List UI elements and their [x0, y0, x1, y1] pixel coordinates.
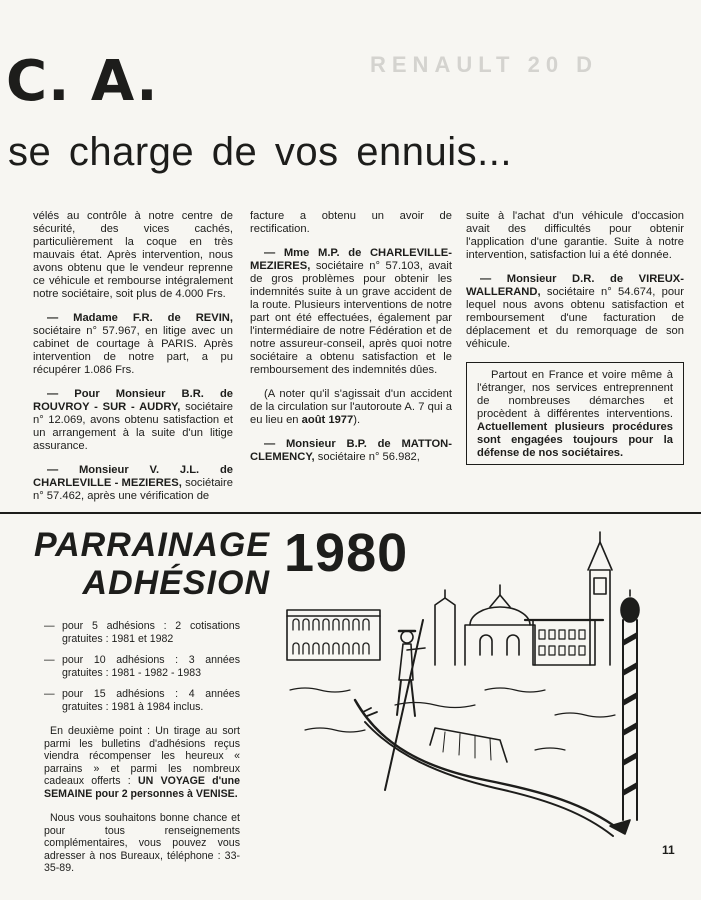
year-heading: 1980: [284, 523, 409, 583]
case-paragraph: [33, 388, 233, 453]
offer-text: pour 10 adhésions : 3 années gratuites : 1981 - 1982 - 1983: [62, 654, 240, 679]
paragraph: vélés au contrôle à notre centre de sécurité, des vices cachés, particulièrement la coque en très mauvais état. Après intervention, nous avons obtenu que le vendeur reprenne ce véhicule et rembourse intégralement notre sociétaire, soit plus de 4.000 Frs.: [33, 210, 233, 300]
case-paragraph: [33, 312, 233, 377]
case-text: sociétaire n° 54.674, pour lequel nous avons obtenu satisfaction et remboursement d'une facturation de déplacement et du remorquage de son véhicule.: [466, 286, 684, 350]
box-text: Partout en France et voire même à l'étranger, nos services entreprennent de nombreuses démarches et procèdent à différentes interventions.: [477, 369, 673, 420]
case-text: sociétaire n° 57.462, après une vérification de: [33, 477, 233, 502]
note-text: (A noter qu'il s'agissait d'un accident de la circulation sur l'autoroute A. 7 qui a eu lieu en: [250, 388, 452, 426]
venice-gondola-illustration: [285, 530, 675, 860]
note-close: ).: [353, 414, 361, 426]
case-text: sociétaire n° 12.069, avons obtenu satisfaction et un arrangement à la suite d'un litige assurance.: [33, 401, 233, 452]
section-divider: [0, 512, 701, 514]
highlight-box: [466, 362, 684, 465]
case-paragraph: [250, 438, 452, 464]
article-column-1: [33, 210, 233, 514]
dash-bullet: —: [44, 620, 55, 632]
draw-paragraph: [44, 725, 240, 800]
case-paragraph: [250, 247, 452, 377]
parrainage-title: [8, 526, 270, 602]
case-text: sociétaire n° 57.103, avait de gros problèmes pour obtenir les indemnités suite à un grave accident de la route. Plusieurs interventions de notre part ont été effectuées, également par l'intermédiaire de notre Fédération et de notre assureur-conseil, après quoi notre sociétaire a obtenu satisfaction et le remboursement des indemnités dûes.: [250, 260, 452, 376]
member-name: — Mme M.P. de CHARLEVILLE-MEZIERES,: [250, 247, 452, 272]
offer-text: pour 15 adhésions : 4 années gratuites : 1981 à 1984 inclus.: [62, 688, 240, 713]
article-column-3: [466, 210, 684, 465]
draw-prize: UN VOYAGE d'une SEMAINE pour 2 personnes à VENISE.: [44, 775, 241, 800]
dash-bullet: —: [44, 688, 55, 700]
article-column-2: [250, 210, 452, 475]
offer-item: [44, 654, 240, 679]
note-paragraph: [250, 388, 452, 427]
title-line-1: PARRAINAGE: [33, 526, 270, 564]
page-number: 11: [662, 843, 675, 857]
ca-logo: C. A.: [6, 49, 159, 114]
draw-text: En deuxième point : Un tirage au sort parmi les bulletins d'adhésions reçus viendra récompenser les heureux « parrains » et parmi les nombreux cadeaux offerts :: [44, 725, 240, 787]
member-name: — Madame F.R. de REVIN,: [47, 312, 233, 324]
page-tagline: se charge de vos ennuis...: [8, 130, 512, 174]
case-text: sociétaire n° 57.967, en litige avec un cabinet de courtage à PARIS. Après intervention de notre part, a pu récupérer 1.086 Frs.: [33, 325, 233, 376]
show-through-watermark: RENAULT 20 D: [370, 52, 599, 77]
member-name: — Pour Monsieur B.R. de ROUVROY - SUR - AUDRY,: [33, 388, 233, 413]
dash-bullet: —: [44, 654, 55, 666]
offer-text: pour 5 adhésions : 2 cotisations gratuites : 1981 et 1982: [62, 620, 240, 645]
case-paragraph: [33, 464, 233, 503]
box-emphasis: Actuellement plusieurs procédures sont engagées toujours pour la défense de nos sociétaires.: [477, 421, 673, 459]
contact-paragraph: Nous vous souhaitons bonne chance et pour tous renseignements complémentaires, vous pouvez vous adresser à nos Bureaux, téléphone : 33-35-89.: [44, 812, 240, 874]
title-line-2: ADHÉSION: [82, 564, 270, 602]
paragraph: facture a obtenu un avoir de rectification.: [250, 210, 452, 235]
case-text: sociétaire n° 56.982,: [314, 451, 420, 463]
member-name: — Monsieur B.P. de MATTON-CLEMENCY,: [250, 438, 452, 463]
case-paragraph: [466, 273, 684, 351]
offer-item: [44, 620, 240, 645]
parrainage-offers: [44, 620, 240, 887]
member-name: — Monsieur D.R. de VIREUX-WALLERAND,: [466, 273, 684, 298]
paragraph: suite à l'achat d'un véhicule d'occasion avait des difficultés pour obtenir l'application d'une garantie. Suite à notre intervention, satisfaction lui a été donnée.: [466, 210, 684, 261]
box-paragraph: [477, 369, 673, 460]
offer-item: [44, 688, 240, 713]
note-date: août 1977: [301, 414, 354, 426]
member-name: — Monsieur V. J.L. de CHARLEVILLE - MEZIERES,: [33, 464, 233, 489]
